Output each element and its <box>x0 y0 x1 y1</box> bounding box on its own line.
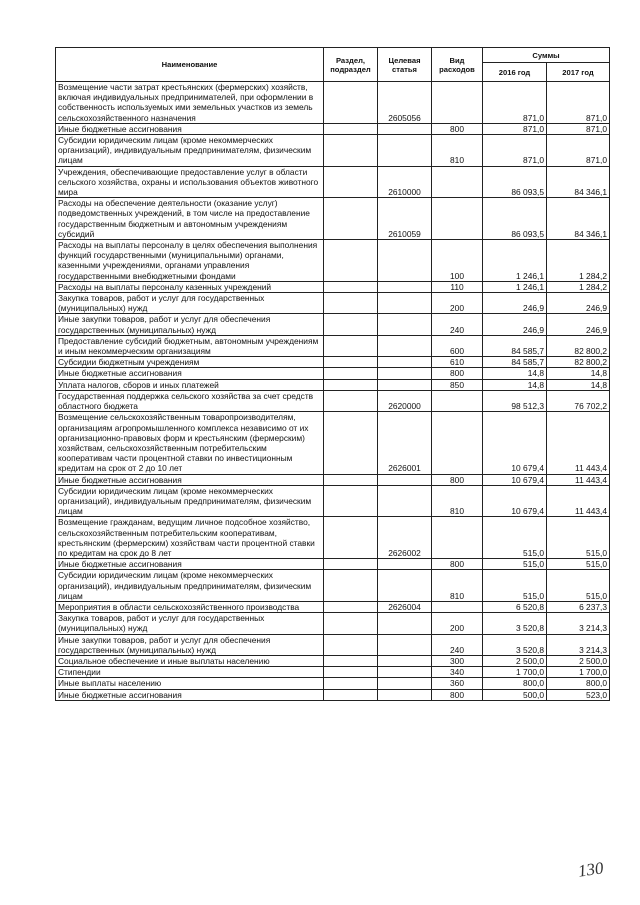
cell-target <box>378 335 432 356</box>
cell-target <box>378 357 432 368</box>
table-row <box>56 667 610 678</box>
cell-y2016: 1 246,1 <box>483 281 547 292</box>
cell-name: Государственная поддержка сельского хозяйства за счет средств областного бюджета <box>56 390 324 411</box>
cell-type: 340 <box>432 667 483 678</box>
cell-y2016: 1 246,1 <box>483 240 547 282</box>
cell-name: Закупка товаров, работ и услуг для государственных (муниципальных) нужд <box>56 613 324 634</box>
cell-section <box>324 474 378 485</box>
cell-target <box>378 314 432 335</box>
cell-target <box>378 559 432 570</box>
cell-target <box>378 240 432 282</box>
cell-type: 100 <box>432 240 483 282</box>
cell-section <box>324 559 378 570</box>
cell-section <box>324 123 378 134</box>
cell-y2016: 515,0 <box>483 570 547 602</box>
table-row <box>56 474 610 485</box>
cell-section <box>324 655 378 666</box>
cell-target <box>378 485 432 517</box>
cell-name: Субсидии бюджетным учреждениям <box>56 357 324 368</box>
cell-name: Расходы на выплаты персоналу казенных учреждений <box>56 281 324 292</box>
cell-y2017: 523,0 <box>547 689 610 700</box>
cell-y2017: 1 284,2 <box>547 240 610 282</box>
cell-y2017: 11 443,4 <box>547 474 610 485</box>
cell-type: 300 <box>432 655 483 666</box>
cell-y2016: 10 679,4 <box>483 485 547 517</box>
cell-type: 200 <box>432 613 483 634</box>
cell-y2017: 871,0 <box>547 123 610 134</box>
table-row <box>56 379 610 390</box>
cell-target: 2626001 <box>378 412 432 474</box>
table-body <box>56 82 610 701</box>
cell-target: 2620000 <box>378 390 432 411</box>
table-row <box>56 166 610 198</box>
cell-section <box>324 357 378 368</box>
cell-y2016: 84 585,7 <box>483 357 547 368</box>
cell-type: 360 <box>432 678 483 689</box>
cell-y2017: 2 500,0 <box>547 655 610 666</box>
cell-target <box>378 379 432 390</box>
table-row <box>56 281 610 292</box>
table-row <box>56 689 610 700</box>
cell-name: Иные выплаты населению <box>56 678 324 689</box>
cell-type: 810 <box>432 570 483 602</box>
header-sums: Суммы <box>483 48 610 63</box>
cell-section <box>324 240 378 282</box>
cell-section <box>324 166 378 198</box>
cell-y2017: 6 237,3 <box>547 601 610 612</box>
table-row <box>56 390 610 411</box>
cell-y2017: 84 346,1 <box>547 198 610 240</box>
cell-section <box>324 368 378 379</box>
cell-y2016: 3 520,8 <box>483 613 547 634</box>
cell-y2017: 1 284,2 <box>547 281 610 292</box>
cell-y2017: 3 214,3 <box>547 613 610 634</box>
cell-type: 850 <box>432 379 483 390</box>
cell-section <box>324 613 378 634</box>
cell-target <box>378 281 432 292</box>
cell-section <box>324 601 378 612</box>
cell-name: Иные бюджетные ассигнования <box>56 123 324 134</box>
cell-name: Иные бюджетные ассигнования <box>56 368 324 379</box>
cell-type: 110 <box>432 281 483 292</box>
cell-y2017: 82 800,2 <box>547 335 610 356</box>
cell-y2017: 515,0 <box>547 559 610 570</box>
cell-name: Расходы на обеспечение деятельности (оказание услуг) подведомственных учреждений, в том числе на предоставление государственным бюджетным и автономным учреждениям субсидий <box>56 198 324 240</box>
cell-section <box>324 335 378 356</box>
header-section: Раздел, подраздел <box>324 48 378 82</box>
cell-y2016: 246,9 <box>483 293 547 314</box>
table-row <box>56 559 610 570</box>
cell-section <box>324 198 378 240</box>
cell-section <box>324 82 378 124</box>
cell-type: 200 <box>432 293 483 314</box>
cell-section <box>324 281 378 292</box>
cell-type: 800 <box>432 368 483 379</box>
budget-table <box>55 47 610 701</box>
cell-type: 600 <box>432 335 483 356</box>
cell-section <box>324 135 378 167</box>
page-number: 130 <box>576 858 605 881</box>
cell-name: Иные закупки товаров, работ и услуг для обеспечения государственных (муниципальных) нужд <box>56 634 324 655</box>
cell-type: 800 <box>432 559 483 570</box>
cell-y2016: 3 520,8 <box>483 634 547 655</box>
cell-y2016: 98 512,3 <box>483 390 547 411</box>
cell-type <box>432 82 483 124</box>
cell-y2017: 871,0 <box>547 82 610 124</box>
cell-type: 800 <box>432 123 483 134</box>
cell-y2017: 82 800,2 <box>547 357 610 368</box>
cell-name: Иные закупки товаров, работ и услуг для обеспечения государственных (муниципальных) нужд <box>56 314 324 335</box>
table-row <box>56 123 610 134</box>
cell-y2016: 86 093,5 <box>483 166 547 198</box>
cell-type <box>432 390 483 411</box>
cell-section <box>324 485 378 517</box>
cell-y2016: 871,0 <box>483 123 547 134</box>
cell-y2016: 800,0 <box>483 678 547 689</box>
cell-section <box>324 667 378 678</box>
table-row <box>56 613 610 634</box>
cell-target <box>378 474 432 485</box>
cell-y2017: 246,9 <box>547 293 610 314</box>
cell-target: 2610059 <box>378 198 432 240</box>
cell-target: 2626004 <box>378 601 432 612</box>
cell-type <box>432 412 483 474</box>
cell-y2017: 76 702,2 <box>547 390 610 411</box>
table-row <box>56 412 610 474</box>
cell-type <box>432 198 483 240</box>
cell-type: 800 <box>432 474 483 485</box>
cell-name: Учреждения, обеспечивающие предоставление услуг в области сельского хозяйства, охраны и использования объектов животного мира <box>56 166 324 198</box>
cell-y2017: 84 346,1 <box>547 166 610 198</box>
cell-name: Расходы на выплаты персоналу в целях обеспечения выполнения функций государственными (муниципальными) органами, казенными учреждениями, органами управления государственными внебюджетными фондами <box>56 240 324 282</box>
cell-y2016: 84 585,7 <box>483 335 547 356</box>
cell-type: 810 <box>432 135 483 167</box>
cell-y2016: 10 679,4 <box>483 412 547 474</box>
cell-y2017: 11 443,4 <box>547 485 610 517</box>
cell-type <box>432 166 483 198</box>
table-row <box>56 634 610 655</box>
cell-target <box>378 655 432 666</box>
table-row <box>56 368 610 379</box>
cell-y2016: 14,8 <box>483 379 547 390</box>
cell-y2016: 515,0 <box>483 559 547 570</box>
cell-y2016: 500,0 <box>483 689 547 700</box>
cell-y2017: 14,8 <box>547 379 610 390</box>
cell-y2017: 246,9 <box>547 314 610 335</box>
cell-name: Иные бюджетные ассигнования <box>56 474 324 485</box>
cell-name: Возмещение сельскохозяйственным товаропроизводителям, организациям агропромышленного комплекса независимо от их организационно-правовых форм и крестьянским (фермерским) хозяйствам, сельскохозяйственным потребительским кооперативам части процентной ставки по инвестиционным кредитам на срок от 2 до 10 лет <box>56 412 324 474</box>
cell-target <box>378 293 432 314</box>
table-row <box>56 135 610 167</box>
cell-section <box>324 314 378 335</box>
cell-section <box>324 689 378 700</box>
cell-name: Субсидии юридическим лицам (кроме некоммерческих организаций), индивидуальным предпринимателям, физическим лицам <box>56 485 324 517</box>
cell-target <box>378 667 432 678</box>
cell-type: 240 <box>432 314 483 335</box>
cell-y2016: 246,9 <box>483 314 547 335</box>
table-row <box>56 678 610 689</box>
table-row <box>56 570 610 602</box>
cell-type: 240 <box>432 634 483 655</box>
cell-type: 610 <box>432 357 483 368</box>
cell-section <box>324 379 378 390</box>
header-target: Целевая статья <box>378 48 432 82</box>
cell-y2017: 515,0 <box>547 570 610 602</box>
table-row <box>56 335 610 356</box>
cell-target <box>378 634 432 655</box>
table-row <box>56 198 610 240</box>
cell-target <box>378 570 432 602</box>
table-row <box>56 293 610 314</box>
cell-target <box>378 689 432 700</box>
cell-name: Субсидии юридическим лицам (кроме некоммерческих организаций), индивидуальным предпринимателям, физическим лицам <box>56 570 324 602</box>
header-year-2017: 2017 год <box>547 63 610 82</box>
cell-y2016: 1 700,0 <box>483 667 547 678</box>
cell-name: Иные бюджетные ассигнования <box>56 689 324 700</box>
cell-section <box>324 412 378 474</box>
cell-name: Возмещение гражданам, ведущим личное подсобное хозяйство, сельскохозяйственным потребительским кооперативам, крестьянским (фермерским) хозяйствам части процентной ставки по кредитам на срок до 8 лет <box>56 517 324 559</box>
table-row <box>56 240 610 282</box>
cell-y2017: 11 443,4 <box>547 412 610 474</box>
cell-y2017: 1 700,0 <box>547 667 610 678</box>
cell-name: Субсидии юридическим лицам (кроме некоммерческих организаций), индивидуальным предпринимателям, физическим лицам <box>56 135 324 167</box>
cell-type <box>432 517 483 559</box>
cell-target: 2626002 <box>378 517 432 559</box>
cell-section <box>324 634 378 655</box>
cell-target: 2610000 <box>378 166 432 198</box>
cell-target <box>378 678 432 689</box>
cell-y2016: 2 500,0 <box>483 655 547 666</box>
cell-y2017: 871,0 <box>547 135 610 167</box>
cell-name: Закупка товаров, работ и услуг для государственных (муниципальных) нужд <box>56 293 324 314</box>
table-row <box>56 314 610 335</box>
cell-y2017: 14,8 <box>547 368 610 379</box>
cell-y2016: 515,0 <box>483 517 547 559</box>
cell-y2016: 871,0 <box>483 82 547 124</box>
cell-target <box>378 368 432 379</box>
table-row <box>56 485 610 517</box>
cell-y2016: 86 093,5 <box>483 198 547 240</box>
cell-type: 810 <box>432 485 483 517</box>
cell-target <box>378 613 432 634</box>
cell-name: Стипендии <box>56 667 324 678</box>
table-row <box>56 517 610 559</box>
cell-y2016: 871,0 <box>483 135 547 167</box>
cell-section <box>324 570 378 602</box>
cell-y2016: 14,8 <box>483 368 547 379</box>
header-name: Наименование <box>56 48 324 82</box>
cell-name: Возмещение части затрат крестьянских (фермерских) хозяйств, включая индивидуальных предпринимателей, при оформлении в собственность используемых ими земельных участков из земель сельскохозяйственного назначения <box>56 82 324 124</box>
cell-target <box>378 135 432 167</box>
cell-name: Социальное обеспечение и иные выплаты населению <box>56 655 324 666</box>
cell-target: 2605056 <box>378 82 432 124</box>
cell-name: Уплата налогов, сборов и иных платежей <box>56 379 324 390</box>
cell-y2016: 6 520,8 <box>483 601 547 612</box>
cell-section <box>324 517 378 559</box>
cell-target <box>378 123 432 134</box>
cell-y2017: 515,0 <box>547 517 610 559</box>
cell-y2016: 10 679,4 <box>483 474 547 485</box>
cell-type <box>432 601 483 612</box>
cell-y2017: 800,0 <box>547 678 610 689</box>
table-row <box>56 601 610 612</box>
header-type: Вид расходов <box>432 48 483 82</box>
cell-section <box>324 293 378 314</box>
cell-name: Иные бюджетные ассигнования <box>56 559 324 570</box>
cell-y2017: 3 214,3 <box>547 634 610 655</box>
cell-section <box>324 678 378 689</box>
cell-section <box>324 390 378 411</box>
cell-type: 800 <box>432 689 483 700</box>
table-row <box>56 655 610 666</box>
header-year-2016: 2016 год <box>483 63 547 82</box>
table-row <box>56 82 610 124</box>
cell-name: Предоставление субсидий бюджетным, автономным учреждениям и иным некоммерческим организациям <box>56 335 324 356</box>
table-row <box>56 357 610 368</box>
cell-name: Мероприятия в области сельскохозяйственного производства <box>56 601 324 612</box>
